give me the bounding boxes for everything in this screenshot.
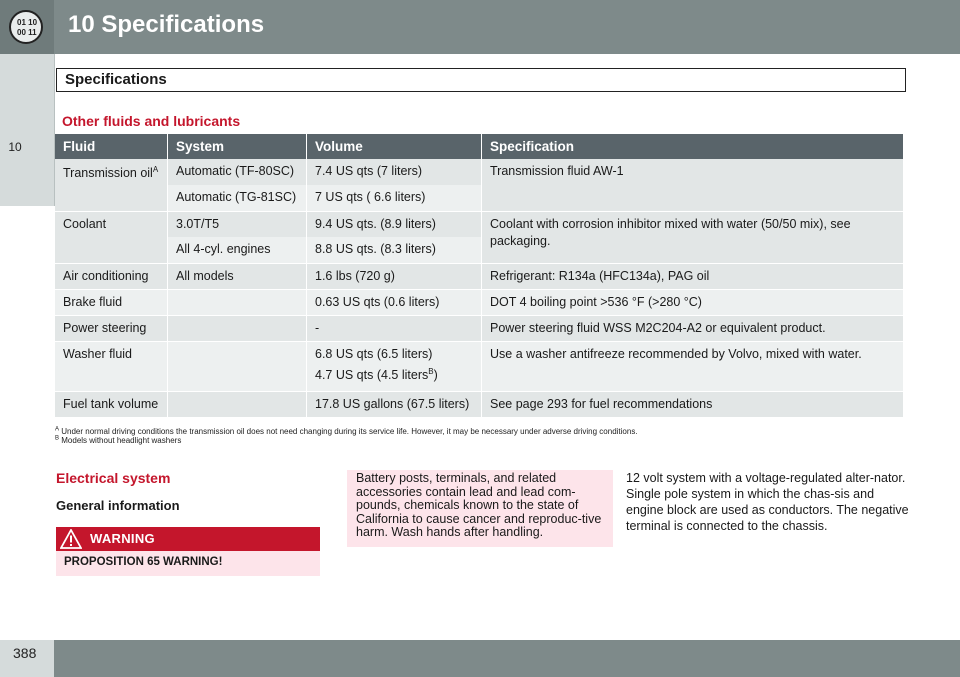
table-footnotes [55,427,638,445]
cell-specification: Coolant with corrosion inhibitor mixed with water (50/50 mix), see packaging. [482,211,904,263]
warning-triangle-icon [60,529,82,549]
cell-system: Automatic (TF-80SC) [168,159,307,185]
warning-label: WARNING [90,531,155,546]
cell-fluid: Transmission oil$^A$ [55,159,168,211]
cell-specification: Use a washer antifreeze recommended by Volvo, mixed with water. [482,341,904,391]
section-title: Specifications [65,71,167,88]
cell-fluid: Washer fluid [55,341,168,391]
cell-system [168,315,307,341]
column-header-fluid: Fluid [55,134,168,159]
cell-volume: - [307,315,482,341]
section-header [56,68,906,92]
table-row [55,341,904,391]
volvo-logo-icon [9,10,43,44]
cell-fluid: Air conditioning [55,263,168,289]
cell-system [168,391,307,417]
logo-text-bottom: 00 11 [17,28,37,37]
footnote: $^A$ Under normal driving conditions the transmission oil does not need changing during its service life. However, it may be necessary under adverse driving conditions. [55,426,638,436]
cell-volume: 1.6 lbs (720 g) [307,263,482,289]
warning-body [56,551,320,576]
cell-volume: 0.63 US qts (0.6 liters) [307,289,482,315]
table-row [55,315,904,341]
cell-volume: 9.4 US qts. (8.9 liters) [307,211,482,237]
cell-system [168,289,307,315]
chapter-title: 10 Specifications [68,11,265,38]
cell-volume: 7.4 US qts (7 liters) [307,159,482,185]
column-header-system: System [168,134,307,159]
cell-fluid: Fuel tank volume [55,391,168,417]
cell-system: 3.0T/T5 [168,211,307,237]
cell-volume: 7 US qts ( 6.6 liters) [307,185,482,211]
footnote: $^B$ Models without headlight washers [55,435,182,445]
cell-specification: DOT 4 boiling point >536 °F (>280 °C) [482,289,904,315]
cell-system [168,341,307,391]
bottom-bar [0,640,960,677]
page-number: 388 [13,645,37,661]
column-header-volume: Volume [307,134,482,159]
cell-fluid: Brake fluid [55,289,168,315]
electrical-body-text: 12 volt system with a voltage-regulated alter-nator. Single pole system in which the chas-sis and engine block are used as conductors. The negative terminal is connected to the chassis. [626,471,909,533]
side-chapter-tab [0,54,55,206]
cell-volume: 8.8 US qts. (8.3 liters) [307,237,482,263]
prop65-text: Battery posts, terminals, and related accessories contain lead and lead com-pounds, chemicals known to the state of California to cause cancer and reproduc-tive harm. Wash hands after handling. [356,471,602,539]
table-row [55,289,904,315]
cell-specification: Refrigerant: R134a (HFC134a), PAG oil [482,263,904,289]
cell-specification: Power steering fluid WSS M2C204-A2 or equivalent product. [482,315,904,341]
cell-specification: See page 293 for fuel recommendations [482,391,904,417]
cell-system: All models [168,263,307,289]
logo-text-top: 01 10 [17,18,38,27]
side-chapter-number: 10 [8,140,22,154]
cell-specification: Transmission fluid AW-1 [482,159,904,211]
fluids-heading: Other fluids and lubricants [62,113,241,129]
cell-fluid: Power steering [55,315,168,341]
column-header-specification: Specification [482,134,904,159]
warning-header [56,527,320,551]
table-row [55,211,904,237]
cell-fluid: Coolant [55,211,168,263]
warning-text: PROPOSITION 65 WARNING! [64,556,223,568]
table-row [55,159,904,185]
table-row [55,391,904,417]
fluids-table [55,134,904,417]
cell-system: All 4-cyl. engines [168,237,307,263]
electrical-heading: Electrical system [56,470,171,486]
table-row [55,263,904,289]
cell-volume: 17.8 US gallons (67.5 liters) [307,391,482,417]
cell-system: Automatic (TG-81SC) [168,185,307,211]
general-info-heading: General information [56,498,180,513]
cell-volume: 6.8 US qts (6.5 liters) 4.7 US qts (4.5 liters$^B$) [307,341,482,391]
prop65-box [347,470,613,547]
logo-box [0,0,54,54]
table-header-row [55,134,904,159]
